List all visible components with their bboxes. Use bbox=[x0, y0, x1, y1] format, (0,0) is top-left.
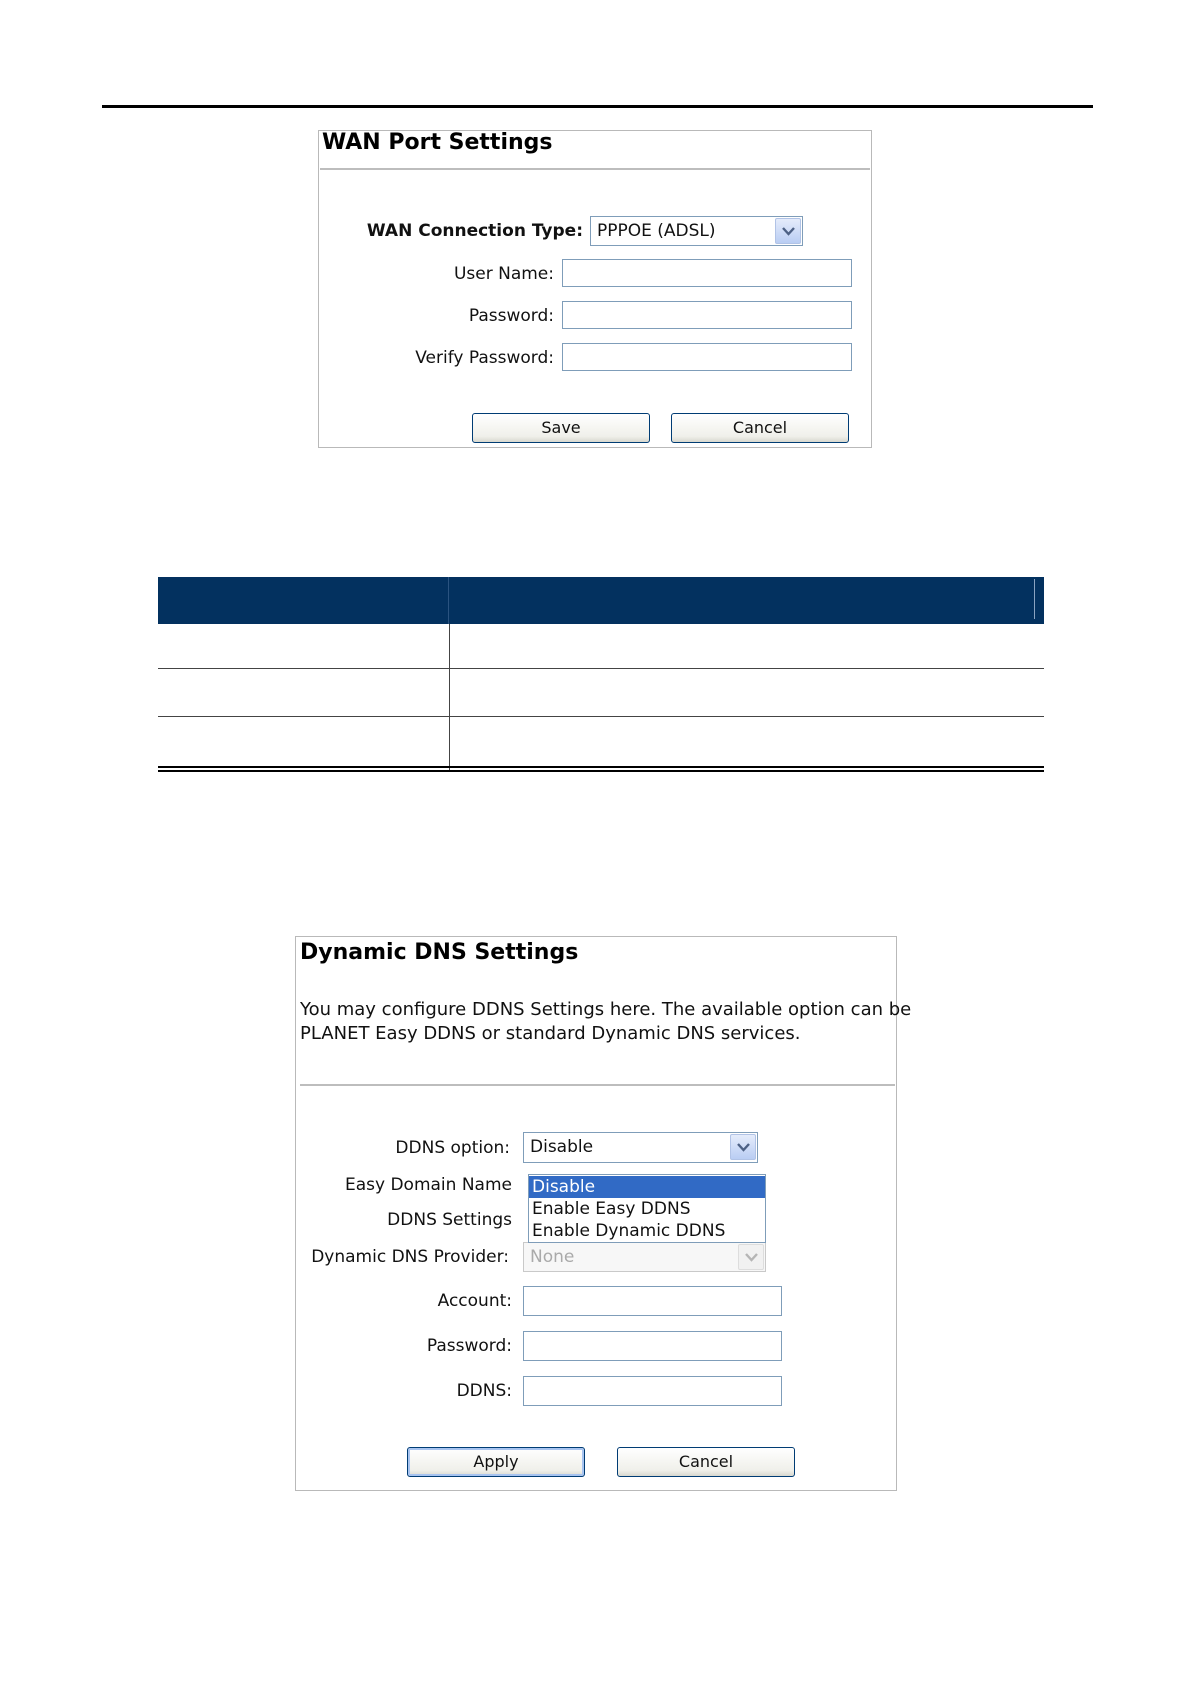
ddns-account-input[interactable] bbox=[523, 1286, 782, 1316]
ddns-ddns-label: DDNS: bbox=[456, 1381, 512, 1401]
wan-verify-password-input[interactable] bbox=[562, 343, 852, 371]
table-bottom-rule bbox=[158, 770, 1044, 772]
ddns-option-dropdown-list bbox=[528, 1174, 766, 1243]
table-header-edge bbox=[1034, 579, 1035, 619]
dropdown-option-enable-dynamic-ddns[interactable]: Enable Dynamic DDNS bbox=[532, 1221, 726, 1241]
table-header bbox=[158, 577, 1044, 624]
dynamic-dns-provider-select[interactable] bbox=[523, 1242, 766, 1272]
easy-domain-name-label: Easy Domain Name bbox=[344, 1175, 512, 1195]
wan-port-settings-panel bbox=[318, 130, 872, 448]
wan-password-input[interactable] bbox=[562, 301, 852, 329]
wan-save-button[interactable]: Save bbox=[472, 413, 650, 443]
table-header-divider bbox=[448, 577, 449, 624]
page-header-rule bbox=[102, 105, 1093, 108]
wan-cancel-button[interactable]: Cancel bbox=[671, 413, 849, 443]
dynamic-dns-provider-label: Dynamic DNS Provider: bbox=[311, 1247, 509, 1267]
wan-panel-title: WAN Port Settings bbox=[322, 130, 553, 155]
wan-password-label: Password: bbox=[468, 306, 554, 326]
ddns-title-divider bbox=[300, 1084, 895, 1086]
ddns-description-line-2: PLANET Easy DDNS or standard Dynamic DNS services. bbox=[300, 1023, 801, 1044]
ddns-apply-button[interactable]: Apply bbox=[407, 1447, 585, 1477]
ddns-ddns-input[interactable] bbox=[523, 1376, 782, 1406]
wan-connection-type-select[interactable] bbox=[590, 216, 803, 246]
ddns-option-label: DDNS option: bbox=[395, 1138, 510, 1158]
ddns-cancel-button[interactable]: Cancel bbox=[617, 1447, 795, 1477]
ddns-password-input[interactable] bbox=[523, 1331, 782, 1361]
ddns-option-value: Disable bbox=[530, 1137, 594, 1157]
chevron-down-icon bbox=[738, 1244, 764, 1270]
wan-connection-type-value: PPPOE (ADSL) bbox=[597, 221, 716, 241]
dynamic-dns-provider-value: None bbox=[530, 1247, 575, 1267]
wan-title-divider bbox=[320, 168, 870, 170]
wan-username-input[interactable] bbox=[562, 259, 852, 287]
chevron-down-icon bbox=[730, 1134, 756, 1160]
wan-verify-password-label: Verify Password: bbox=[415, 348, 554, 368]
dropdown-option-enable-easy-ddns[interactable]: Enable Easy DDNS bbox=[532, 1199, 691, 1219]
table-bottom-rule bbox=[158, 766, 1044, 768]
ddns-account-label: Account: bbox=[437, 1291, 512, 1311]
table-row-divider bbox=[158, 668, 1044, 669]
ddns-password-label: Password: bbox=[426, 1336, 512, 1356]
table-row-divider bbox=[158, 716, 1044, 717]
wan-connection-type-label: WAN Connection Type: bbox=[366, 221, 583, 241]
chevron-down-icon bbox=[775, 218, 801, 244]
wan-username-label: User Name: bbox=[453, 264, 554, 284]
dropdown-option-disable[interactable]: Disable bbox=[529, 1176, 765, 1198]
ddns-settings-label: DDNS Settings bbox=[387, 1210, 512, 1230]
ddns-option-select[interactable] bbox=[523, 1132, 758, 1163]
ddns-description-line-1: You may configure DDNS Settings here. The available option can be bbox=[300, 999, 912, 1020]
table-column-divider bbox=[449, 624, 450, 772]
ddns-panel-title: Dynamic DNS Settings bbox=[300, 940, 579, 965]
